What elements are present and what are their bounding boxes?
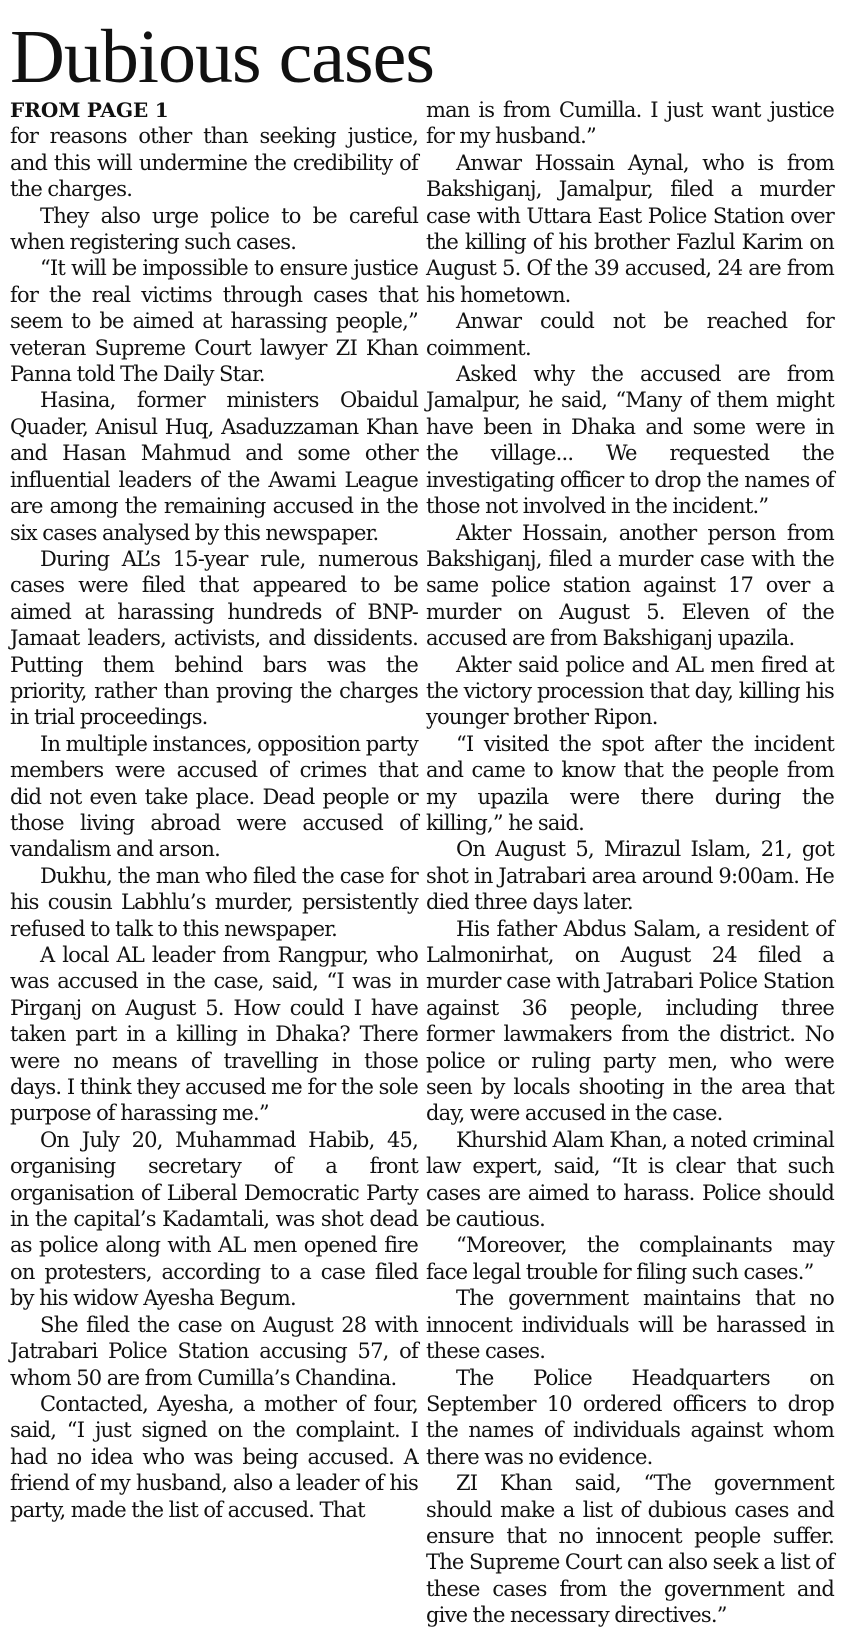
newspaper-page [10,0,858,1650]
paragraph: Hasina, former ministers Obaidul Quader, Anisul Huq, Asaduzzaman Khan and Hasan Mahmud and some other influential leaders of the Awami League are among the remaining accused in the six cases analysed by this newspaper. [10,388,418,545]
paragraph: Akter Hossain, another person from Bakshiganj, filed a murder case with the same police station against 17 over a murder on August 5. Eleven of the accused are from Bakshiganj upazila. [426,520,834,651]
paragraph: “I visited the spot after the incident and came to know that the people from my upazila were there during the killing,” he said. [426,731,834,835]
paragraph: Dukhu, the man who filed the case for his cousin Labhlu’s murder, persistently refused to talk to this newspaper. [10,863,418,941]
headline: Dubious cases [10,15,434,99]
paragraph: His father Abdus Salam, a resident of Lalmonirhat, on August 24 filed a murder case with Jatrabari Police Station against 36 people, including three former lawmakers from the district. No police or ruling party men, who were seen by locals shooting in the area that day, were accused in the case. [426,916,834,1126]
continued-from-label: FROM PAGE 1 [10,98,169,122]
paragraph: On July 20, Muhammad Habib, 45, organising secretary of a front organisation of Liberal Democratic Party in the capital’s Kadamtali, was shot dead as police along with AL men opened fire on protesters, according to a case filed by his widow Ayesha Begum. [10,1127,418,1311]
article-column-right [426,97,834,1629]
paragraph: She filed the case on August 28 with Jatrabari Police Station accusing 57, of whom 50 are from Cumilla’s Chandina. [10,1312,418,1390]
paragraph: The Police Headquarters on September 10 ordered officers to drop the names of individuals against whom there was no evidence. [426,1365,834,1469]
paragraph: The government maintains that no innocent individuals will be harassed in these cases. [426,1286,834,1364]
paragraph: Anwar could not be reached for coimment. [426,309,834,360]
paragraph: They also urge police to be careful when registering such cases. [10,203,418,255]
paragraph: Akter said police and AL men fired at the victory procession that day, killing his younger brother Ripon. [426,652,834,730]
paragraph: for reasons other than seeking justice, and this will undermine the credibility of the charges. [10,124,418,202]
paragraph: Contacted, Ayesha, a mother of four, said, “I just signed on the complaint. I had no idea who was being accused. A friend of my husband, also a leader of his party, made the list of accused. That [10,1391,418,1522]
paragraph: During AL’s 15-year rule, numerous cases were filed that appeared to be aimed at harassing hundreds of BNP-Jamaat leaders, activists, and dissidents. Putting them behind bars was the priority, rather than proving the charges in trial proceedings. [10,546,418,730]
paragraph: A local AL leader from Rangpur, who was accused in the case, said, “I was in Pirganj on August 5. How could I have taken part in a killing in Dhaka? There were no means of travelling in those days. I think they accused me for the sole purpose of harassing me.” [10,943,418,1126]
paragraph: ZI Khan said, “The government should make a list of dubious cases and ensure that no innocent people suffer. The Supreme Court can also seek a list of these cases from the government and give the necessary directives.” [426,1471,834,1628]
article-column-left [10,97,418,1523]
paragraph: On August 5, Mirazul Islam, 21, got shot in Jatrabari area around 9:00am. He died three days later. [426,837,834,915]
paragraph: Anwar Hossain Aynal, who is from Bakshiganj, Jamalpur, filed a murder case with Uttara East Police Station over the killing of his brother Fazlul Karim on August 5. Of the 39 accused, 24 are from his hometown. [426,150,834,307]
paragraph: Asked why the accused are from Jamalpur, he said, “Many of them might have been in Dhaka and some were in the village... We requested the investigating officer to drop the names of those not involved in the incident.” [426,362,834,519]
paragraph: “It will be impossible to ensure justice for the real victims through cases that seem to be aimed at harassing people,” veteran Supreme Court lawyer ZI Khan Panna told The Daily Star. [10,256,418,387]
paragraph: “Moreover, the complainants may face legal trouble for filing such cases.” [426,1233,834,1284]
paragraph: Khurshid Alam Khan, a noted criminal law expert, said, “It is clear that such cases are aimed to harass. Police should be cautious. [426,1127,834,1232]
paragraph: In multiple instances, opposition party members were accused of crimes that did not even take place. Dead people or those living abroad were accused of vandalism and arson. [10,731,418,862]
paragraph-continued: man is from Cumilla. I just want justice for my husband.” [426,98,834,149]
